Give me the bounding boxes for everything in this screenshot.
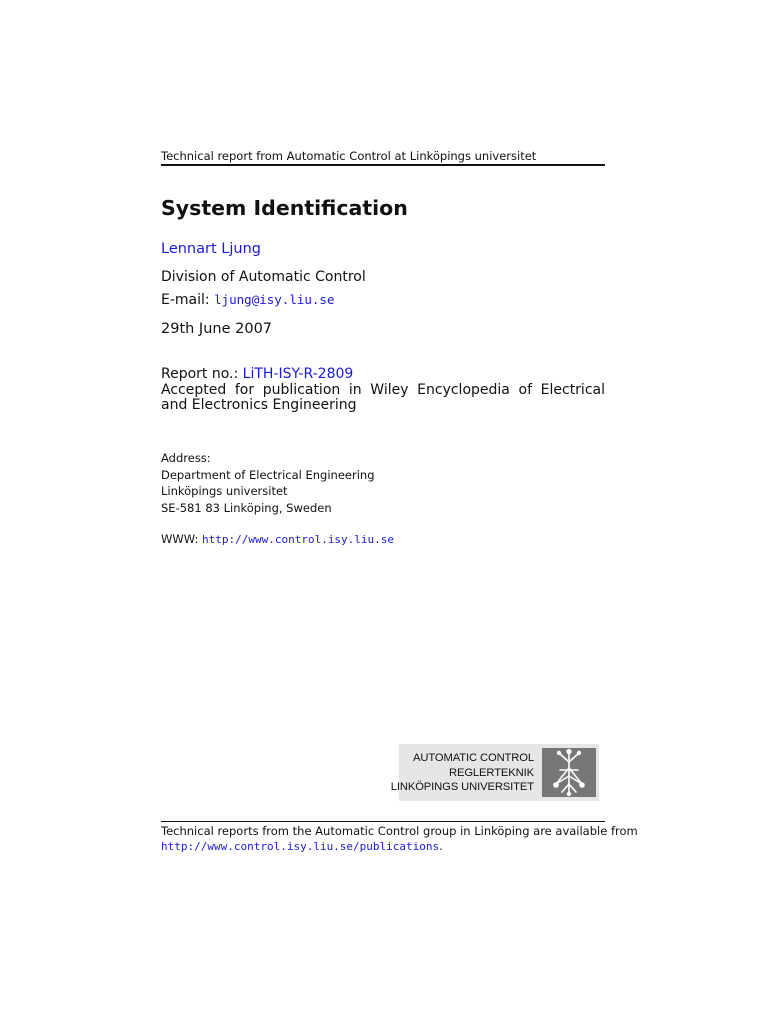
header-rule [161,164,605,166]
footer-link-row [161,839,605,854]
author-name-link[interactable]: Lennart Ljung [161,241,261,257]
logo-line: AUTOMATIC CONTROL [413,752,534,764]
address-label: Address: [161,451,211,465]
report-number-label: Report no.: [161,366,239,382]
department-logo [390,744,599,801]
email-label: E-mail: [161,292,210,308]
emblem-graphic [542,748,596,797]
address-block [161,450,375,516]
footer-suffix: . [439,839,443,853]
footer-note [161,824,638,854]
author-division: Division of Automatic Control [161,269,366,285]
logo-line: REGLERTEKNIK [448,766,534,779]
www-label: WWW: [161,532,199,546]
report-header: Technical report from Automatic Control at Linköpings universitet [161,149,537,163]
www-row [161,532,394,547]
university-emblem-icon [542,748,596,797]
document-title: System Identification [161,196,408,220]
footer-text: Technical reports from the Automatic Control group in Linköping are available from [161,824,638,838]
www-link[interactable]: http://www.control.isy.liu.se [201,533,395,546]
email-row [161,291,335,309]
report-date: 29th June 2007 [161,321,273,337]
report-number-link[interactable]: LiTH-ISY-R-2809 [242,366,354,382]
address-line: SE-581 83 Linköping, Sweden [161,500,332,515]
logo-line: LINKÖPINGS UNIVERSITET [390,781,534,794]
address-line: Linköpings universitet [161,484,288,499]
email-link[interactable]: ljung@isy.liu.se [214,292,335,307]
logo-text [391,751,534,795]
address-line: Department of Electrical Engineering [161,467,375,482]
footer-rule [161,821,605,822]
publications-link[interactable]: http://www.control.isy.liu.se/publications [161,840,440,853]
report-number-row [161,366,353,382]
publication-note: Accepted for publication in Wiley Encyclopedia of Electrical and Electronics Engineering [161,382,605,413]
